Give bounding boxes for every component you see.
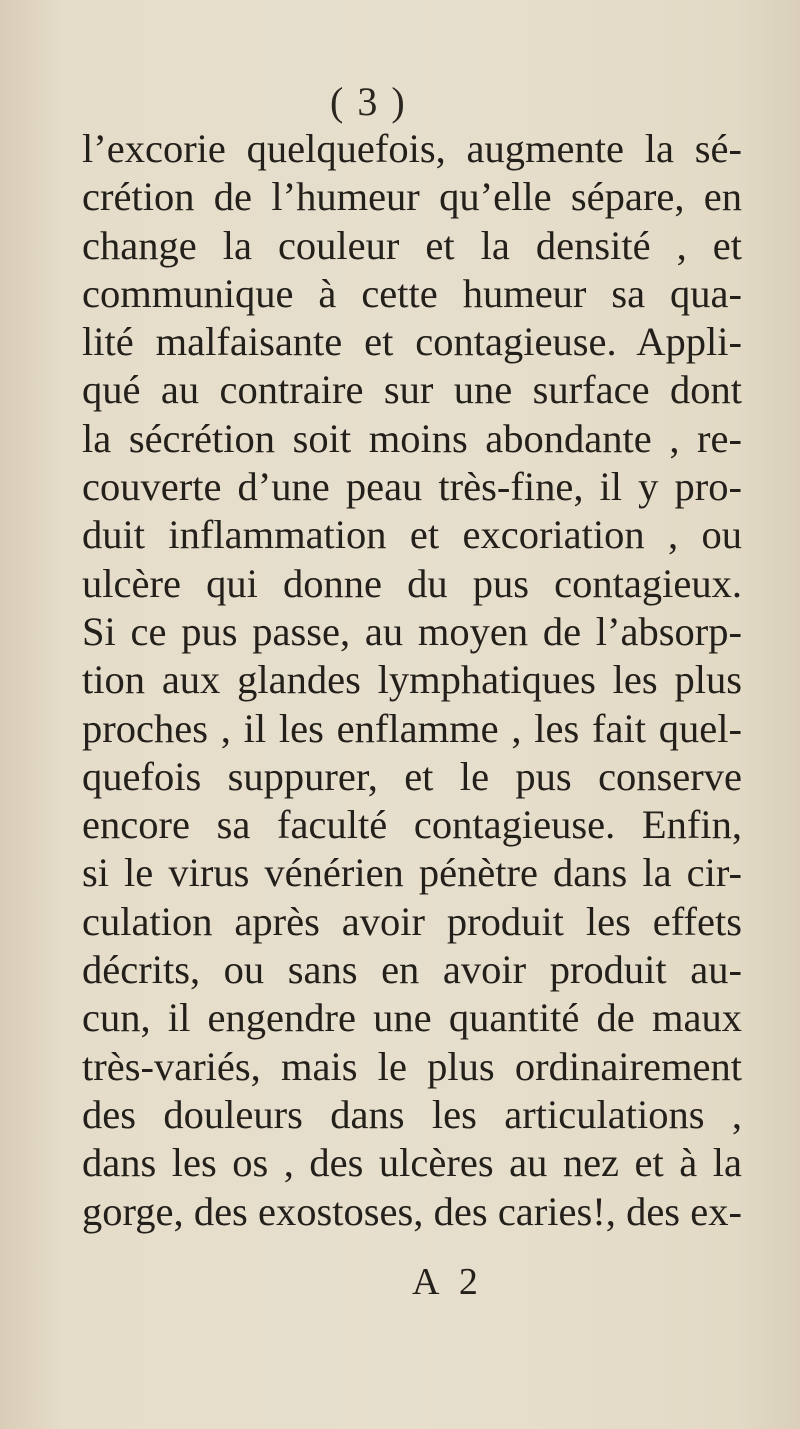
text-line: encore sa faculté contagieuse. Enfin, (82, 802, 742, 848)
text-line: proches , il les enflamme , les fait quel- (82, 705, 742, 751)
text-line: décrits, ou sans en avoir produit au- (82, 947, 742, 993)
text-line: communique à cette humeur sa qua- (82, 270, 742, 316)
text-line: l’excorie quelquefois, augmente la sé- (82, 126, 742, 171)
text-line: quefois suppurer, et le pus conserve (82, 753, 742, 799)
text-line: gorge, des exostoses, des caries!, des ex- (82, 1188, 742, 1234)
text-line: culation après avoir produit les effets (82, 898, 742, 944)
text-line: tion aux glandes lymphatiques les plus (82, 657, 742, 703)
text-line: si le virus vénérien pénètre dans la cir- (82, 850, 742, 896)
text-line: des douleurs dans les articulations , (82, 1091, 742, 1137)
text-line: couverte d’une peau très-fine, il y pro- (82, 464, 742, 510)
printer-signature-mark: A 2 (412, 1261, 484, 1303)
text-line: ulcère qui donne du pus contagieux. (82, 560, 742, 606)
text-line: cun, il engendre une quantité de maux (82, 995, 742, 1041)
text-line: crétion de l’humeur qu’elle sépare, en (82, 174, 742, 220)
text-line: lité malfaisante et contagieuse. Appli- (82, 319, 742, 365)
text-line: qué au contraire sur une surface dont (82, 367, 742, 413)
text-line: dans les os , des ulcères au nez et à la (82, 1140, 742, 1186)
text-line: Si ce pus passe, au moyen de l’absorp- (82, 608, 742, 654)
text-line: change la couleur et la densité , et (82, 222, 742, 268)
body-text (82, 125, 742, 1236)
text-line: duit inflammation et excoriation , ou (82, 512, 742, 558)
page-number: ( 3 ) (330, 79, 407, 124)
text-line: très-variés, mais le plus ordinairement (82, 1043, 742, 1089)
text-line: la sécrétion soit moins abondante , re- (82, 415, 742, 461)
